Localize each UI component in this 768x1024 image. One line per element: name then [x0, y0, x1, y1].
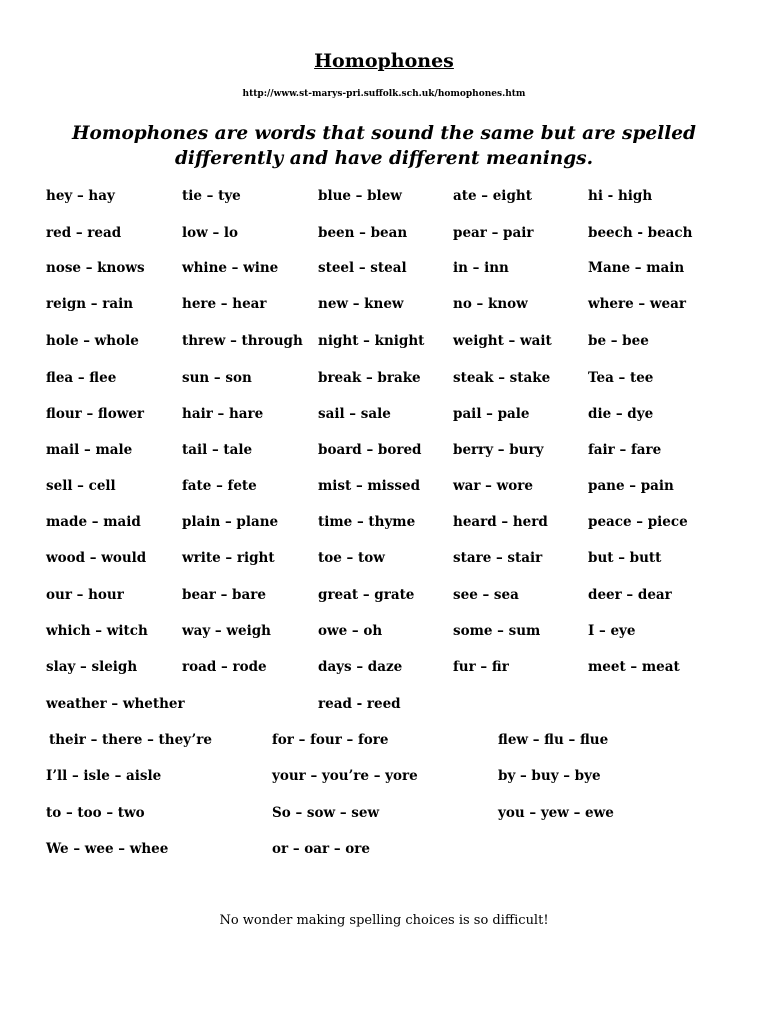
homophone-pair: but – butt [588, 550, 662, 566]
homophone-pair: been – bean [318, 225, 408, 241]
homophone-pair: weather – whether [46, 696, 185, 712]
homophone-pair: stare – stair [453, 550, 543, 566]
intro-text: Homophones are words that sound the same but are spelled differently and have different meanings. [72, 123, 696, 169]
homophone-pair: way – weigh [182, 623, 271, 639]
homophone-pair: hair – hare [182, 406, 264, 422]
homophone-pair: here – hear [182, 296, 267, 312]
homophone-pair: I’ll – isle – aisle [46, 768, 162, 784]
homophone-pair: hi - high [588, 188, 653, 204]
homophone-pair: great – grate [318, 587, 415, 603]
homophone-pair: fair – fare [588, 442, 662, 458]
homophone-pair: war – wore [453, 478, 533, 494]
homophone-pair: berry – bury [453, 442, 544, 458]
homophone-pair: board – bored [318, 442, 422, 458]
homophone-pair: So – sow – sew [272, 805, 380, 821]
homophone-pair: time – thyme [318, 514, 416, 530]
homophone-pair: in – inn [453, 260, 509, 276]
homophone-pair: Mane – main [588, 260, 685, 276]
footer-text: No wonder making spelling choices is so difficult! [219, 913, 549, 928]
homophone-pair: mist – missed [318, 478, 421, 494]
homophone-pair: tie – tye [182, 188, 241, 204]
homophone-pair: die – dye [588, 406, 654, 422]
homophone-pair: steel – steal [318, 260, 407, 276]
homophone-pair: night – knight [318, 333, 425, 349]
homophone-pair: pail – pale [453, 406, 530, 422]
homophone-pair: hole – whole [46, 333, 139, 349]
homophone-pair: reign – rain [46, 296, 134, 312]
homophone-pair: sun – son [182, 370, 252, 386]
homophone-pair: bear – bare [182, 587, 266, 603]
homophone-pair: beech - beach [588, 225, 693, 241]
homophone-pair: break – brake [318, 370, 421, 386]
homophone-pair: or – oar – ore [272, 841, 370, 857]
homophone-pair: made – maid [46, 514, 141, 530]
homophone-pair: red – read [46, 225, 122, 241]
homophone-pair: owe – oh [318, 623, 383, 639]
homophone-pair: fur – fir [453, 659, 509, 675]
homophone-pair: sail – sale [318, 406, 391, 422]
homophone-pair: our – hour [46, 587, 124, 603]
homophone-pair: see – sea [453, 587, 519, 603]
homophone-pair: for – four – fore [272, 732, 389, 748]
homophone-pair: whine – wine [182, 260, 279, 276]
homophone-pair: I – eye [588, 623, 636, 639]
homophone-pair: threw – through [182, 333, 303, 349]
homophone-pair: days – daze [318, 659, 403, 675]
homophone-pair: deer – dear [588, 587, 672, 603]
homophone-pair: We – wee – whee [46, 841, 169, 857]
source-url: http://www.st-marys-pri.suffolk.sch.uk/homophones.htm [242, 89, 526, 99]
homophone-pair: low – lo [182, 225, 239, 241]
homophone-pair: flea – flee [46, 370, 117, 386]
homophone-pair: mail – male [46, 442, 133, 458]
homophone-pair: flew – flu – flue [498, 732, 609, 748]
homophone-pair: which – witch [46, 623, 148, 639]
homophone-pair: slay – sleigh [46, 659, 138, 675]
homophone-pair: weight – wait [453, 333, 552, 349]
homophone-pair: steak – stake [453, 370, 551, 386]
homophone-pair: toe – tow [318, 550, 385, 566]
homophone-pair: their – there – they’re [49, 732, 212, 748]
homophone-pair: read - reed [318, 696, 401, 712]
homophone-pair: some – sum [453, 623, 541, 639]
homophone-pair: ate – eight [453, 188, 532, 204]
homophone-pair: to – too – two [46, 805, 145, 821]
homophone-pair: Tea – tee [588, 370, 654, 386]
homophone-pair: tail – tale [182, 442, 253, 458]
homophone-pair: plain – plane [182, 514, 279, 530]
homophone-pair: peace – piece [588, 514, 688, 530]
homophone-pair: write – right [182, 550, 275, 566]
homophone-pair: by – buy – bye [498, 768, 601, 784]
homophone-pair: sell – cell [46, 478, 116, 494]
homophone-pair: your – you’re – yore [272, 768, 418, 784]
homophone-pair: pear – pair [453, 225, 534, 241]
homophone-pair: flour – flower [46, 406, 145, 422]
homophone-pair: road – rode [182, 659, 267, 675]
homophone-pair: meet – meat [588, 659, 680, 675]
page-title: Homophones [314, 50, 454, 72]
homophone-pair: you – yew – ewe [498, 805, 614, 821]
homophone-pair: new – knew [318, 296, 404, 312]
homophone-pair: no – know [453, 296, 528, 312]
homophone-pair: fate – fete [182, 478, 257, 494]
homophone-pair: where – wear [588, 296, 686, 312]
homophone-pair: wood – would [46, 550, 147, 566]
homophone-pair: pane – pain [588, 478, 674, 494]
homophone-pair: be – bee [588, 333, 649, 349]
homophone-pair: heard – herd [453, 514, 548, 530]
homophone-pair: nose – knows [46, 260, 145, 276]
homophone-pair: hey – hay [46, 188, 115, 204]
homophone-pair: blue – blew [318, 188, 402, 204]
